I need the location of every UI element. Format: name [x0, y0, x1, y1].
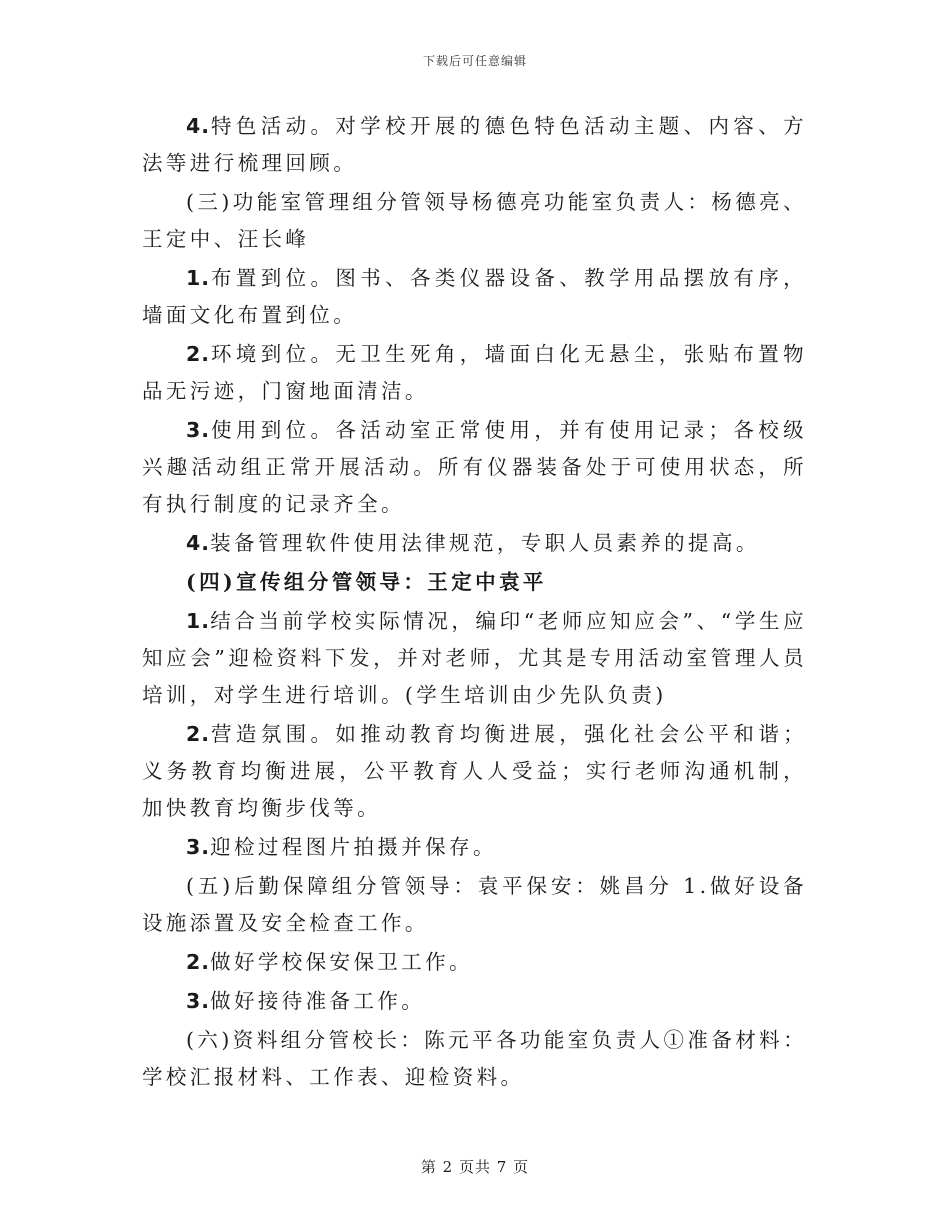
paragraph-text: 特色活动。对学校开展的德色特色活动主题、内容、方法等进行梳理回顾。 [142, 114, 807, 175]
item-number: 2. [186, 342, 211, 366]
section-heading-logistics [142, 868, 807, 942]
item-number: 2. [186, 950, 211, 974]
paragraph-text: 使用到位。各活动室正常使用，并有使用记录；各校级兴趣活动组正常开展活动。所有仪器装备处于可使用状态，所有执行制度的记录齐全。 [142, 418, 807, 516]
paragraph-text: 做好学校保安保卫工作。 [210, 950, 473, 974]
paragraph-text: 布置到位。图书、各类仪器设备、教学用品摆放有序，墙面文化布置到位。 [142, 266, 807, 327]
paragraph-atmosphere [142, 716, 807, 827]
item-number: 3. [186, 418, 211, 442]
paragraph-special-activities [142, 108, 807, 182]
item-number: 4. [186, 114, 211, 138]
paragraph-text: 迎检过程图片拍摄并保存。 [210, 835, 497, 859]
section-heading-materials [142, 1022, 807, 1096]
paragraph-security [142, 944, 807, 981]
paragraph-text: (六)资料组分管校长：陈元平各功能室负责人①准备材料：学校汇报材料、工作表、迎检资料。 [142, 1028, 807, 1089]
paragraph-text: 环境到位。无卫生死角，墙面白化无悬尘，张贴布置物品无污迹，门窗地面清洁。 [142, 342, 807, 403]
item-number: 2. [186, 722, 211, 746]
paragraph-text: 结合当前学校实际情况，编印“老师应知应会”、“学生应知应会”迎检资料下发，并对老师，尤其是专用活动室管理人员培训，对学生进行培训。(学生培训由少先队负责) [142, 609, 807, 707]
item-number: 1. [186, 266, 211, 290]
paragraph-photos [142, 829, 807, 866]
document-body [142, 108, 807, 1098]
paragraph-reception [142, 983, 807, 1020]
paragraph-text: (五)后勤保障组分管领导：袁平保安：姚昌分 1.做好设备设施添置及安全检查工作。 [142, 874, 807, 935]
item-number: 4. [186, 531, 211, 555]
paragraph-text: (三)功能室管理组分管领导杨德亮功能室负责人：杨德亮、王定中、汪长峰 [142, 190, 807, 251]
paragraph-equipment-software [142, 525, 807, 562]
item-number: 1. [186, 609, 211, 633]
paragraph-usage [142, 412, 807, 523]
section-heading-function-room [142, 184, 807, 258]
item-number: 3. [186, 835, 211, 859]
paragraph-text: (四)宣传组分管领导：王定中袁平 [186, 570, 547, 594]
section-heading-publicity [142, 564, 807, 601]
page-header: 下载后可任意编辑 [422, 54, 527, 68]
paragraph-training-materials [142, 603, 807, 714]
item-number: 3. [186, 989, 211, 1013]
paragraph-environment [142, 336, 807, 410]
paragraph-text: 装备管理软件使用法律规范，专职人员素养的提高。 [210, 531, 760, 555]
paragraph-text: 营造氛围。如推动教育均衡进展，强化社会公平和谐；义务教育均衡进展，公平教育人人受益；实行老师沟通机制，加快教育均衡步伐等。 [142, 722, 807, 820]
paragraph-text: 做好接待准备工作。 [210, 989, 426, 1013]
paragraph-layout [142, 260, 807, 334]
page-number: 第 2 页共 7 页 [420, 1158, 530, 1176]
